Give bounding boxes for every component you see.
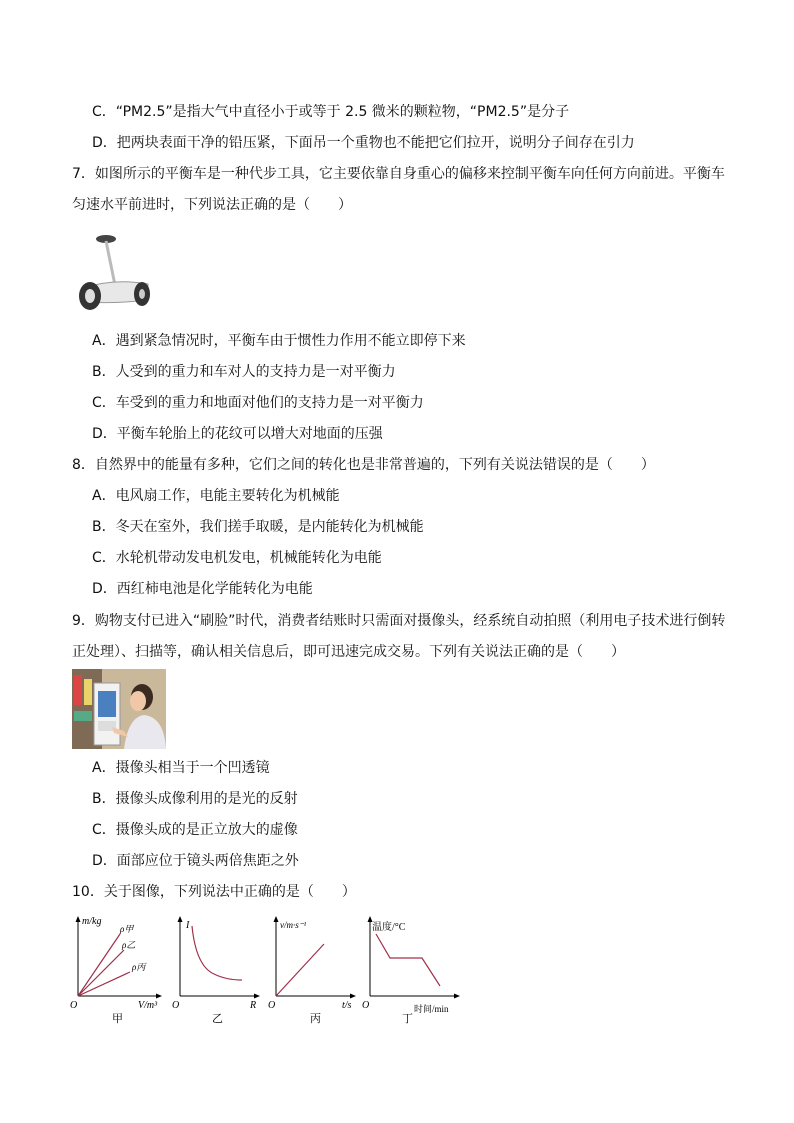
q6-option-c: C．“PM2.5”是指大气中直径小于或等于 2.5 微米的颗粒物，“PM2.5”是分子 xyxy=(92,104,570,120)
face-payment-photo xyxy=(72,669,166,749)
graph-yi-caption: 乙 xyxy=(212,1013,223,1024)
q6-option-d: D．把两块表面干净的铅压紧，下面吊一个重物也不能把它们拉开，说明分子间存在引力 xyxy=(92,135,635,151)
q8-option-a: A．电风扇工作，电能主要转化为机械能 xyxy=(92,488,340,504)
graph-ding-ylabel: 温度/°C xyxy=(372,922,406,933)
graph-bing-line xyxy=(276,944,324,996)
graph-bing-ylabel: v/m·s⁻¹ xyxy=(280,920,307,930)
graph-ding xyxy=(360,912,464,1024)
graph-yi-x-arrow xyxy=(254,994,260,999)
graph-jia-xlabel: V/m³ xyxy=(138,1000,158,1011)
graph-bing xyxy=(266,912,360,1024)
graph-jia-y-arrow xyxy=(76,916,81,922)
q7-option-d: D．平衡车轮胎上的花纹可以增大对地面的压强 xyxy=(92,426,383,442)
graph-jia-caption: 甲 xyxy=(112,1013,123,1024)
graph-bing-y-arrow xyxy=(274,916,279,922)
graph-jia-ylabel: m/kg xyxy=(82,916,102,927)
graph-jia-label-3: ρ丙 xyxy=(132,962,146,972)
graph-ding-xlabel: 时间/min xyxy=(414,1004,449,1014)
q9-option-c: C．摄像头成的是正立放大的虚像 xyxy=(92,822,298,838)
q7-option-a: A．遇到紧急情况时，平衡车由于惯性力作用不能立即停下来 xyxy=(92,333,466,349)
graph-ding-curve xyxy=(376,934,440,986)
graph-jia-label-1: ρ甲 xyxy=(120,924,134,934)
q9-stem-line2: 正处理）、扫描等，确认相关信息后，即可迅速完成交易。下列有关说法正确的是（ ） xyxy=(72,644,625,660)
graph-yi-y-arrow xyxy=(178,916,183,922)
q8-stem: 8．自然界中的能量有多种，它们之间的转化也是非常普遍的，下列有关说法错误的是（ ） xyxy=(72,457,655,473)
q9-option-d: D．面部应位于镜头两倍焦距之外 xyxy=(92,853,299,869)
graph-jia-origin: O xyxy=(70,1000,78,1011)
shelf-product-yellow xyxy=(84,679,92,705)
q9-stem-line1: 9．购物支付已进入“刷脸”时代，消费者结账时只需面对摄像头，经系统自动拍照（利用电子技术进行倒转 xyxy=(72,613,726,629)
q9-option-b: B．摄像头成像利用的是光的反射 xyxy=(92,791,298,807)
q8-option-b: B．冬天在室外，我们搓手取暖，是内能转化为机械能 xyxy=(92,519,424,535)
graph-yi-origin: O xyxy=(172,1000,180,1011)
graph-jia-x-arrow xyxy=(156,994,162,999)
q10-stem: 10．关于图像，下列说法中正确的是（ ） xyxy=(72,884,356,900)
q7-option-c: C．车受到的重力和地面对他们的支持力是一对平衡力 xyxy=(92,395,424,411)
q7-stem-line1: 7．如图所示的平衡车是一种代步工具，它主要依靠自身重心的偏移来控制平衡车向任何方向前进。平衡车 xyxy=(72,166,725,182)
graph-ding-caption: 丁 xyxy=(402,1013,413,1024)
q9-option-a: A．摄像头相当于一个凹透镜 xyxy=(92,760,270,776)
person-face xyxy=(130,691,146,711)
shelf-product-green xyxy=(74,711,92,721)
q7-stem-line2: 匀速水平前进时，下列说法正确的是（ ） xyxy=(72,197,352,213)
graph-bing-origin: O xyxy=(268,1000,276,1011)
graph-jia-label-2: ρ乙 xyxy=(122,940,136,950)
q8-option-c: C．水轮机带动发电机发电，机械能转化为电能 xyxy=(92,550,382,566)
graph-yi-ylabel: I xyxy=(186,920,190,931)
q8-option-d: D．西红柿电池是化学能转化为电能 xyxy=(92,581,313,597)
kiosk-screen xyxy=(98,691,116,717)
graph-ding-origin: O xyxy=(362,1000,370,1011)
q7-option-b: B．人受到的重力和车对人的支持力是一对平衡力 xyxy=(92,364,396,380)
graph-yi xyxy=(170,912,264,1024)
right-wheel-hub xyxy=(139,289,145,299)
shelf-product-red xyxy=(74,675,82,705)
graph-bing-xlabel: t/s xyxy=(342,1000,352,1011)
graph-yi-curve xyxy=(192,926,242,980)
graph-bing-caption: 丙 xyxy=(310,1013,321,1024)
graph-jia-line-2 xyxy=(78,950,124,996)
graph-yi-xlabel: R xyxy=(250,1000,257,1011)
balance-scooter-image xyxy=(74,230,156,316)
graph-ding-x-arrow xyxy=(454,994,460,999)
left-wheel-hub xyxy=(85,289,95,303)
graph-bing-x-arrow xyxy=(350,994,356,999)
graph-jia xyxy=(68,912,164,1024)
